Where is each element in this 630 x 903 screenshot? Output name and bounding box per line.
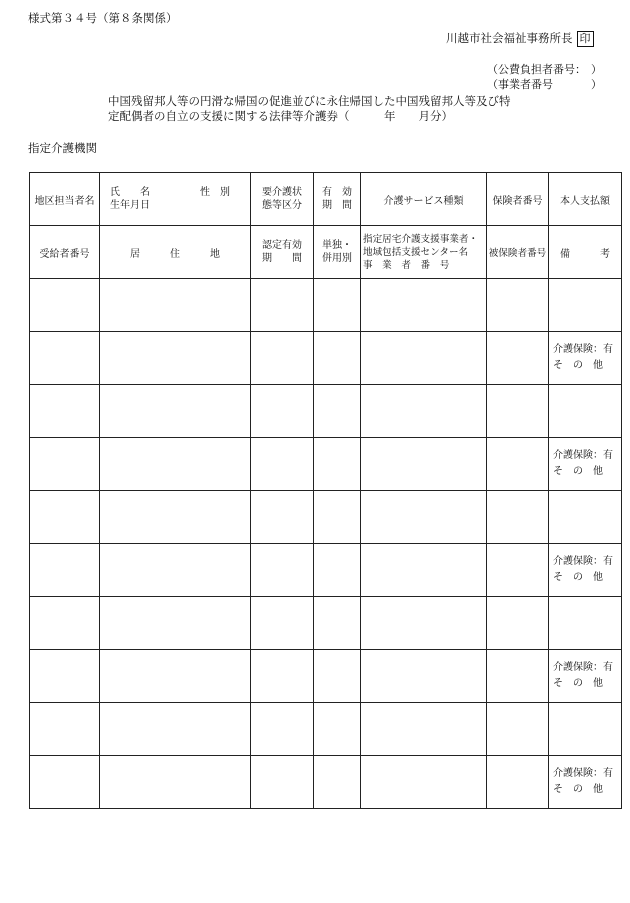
- remark-other-line: そ の 他: [553, 784, 603, 795]
- table-row: [30, 597, 622, 650]
- remark-other-line: そ の 他: [553, 678, 603, 689]
- remark-insurance-line: 介護保険：有: [553, 450, 613, 461]
- insured-number-header: 被保険者番号: [487, 226, 549, 279]
- data-cell[interactable]: [100, 385, 251, 438]
- data-cell[interactable]: [30, 385, 100, 438]
- data-cell[interactable]: [251, 279, 314, 332]
- data-cell[interactable]: [251, 703, 314, 756]
- address-header: 居 住 地: [100, 226, 251, 279]
- data-cell[interactable]: [314, 544, 361, 597]
- data-cell[interactable]: [100, 544, 251, 597]
- data-cell[interactable]: [361, 279, 487, 332]
- data-cell[interactable]: [487, 491, 549, 544]
- data-cell[interactable]: [30, 332, 100, 385]
- data-cell[interactable]: [30, 279, 100, 332]
- service-type-header: 介護サービス種類: [361, 173, 487, 226]
- certification-valid-header-line1: 認定有効: [262, 240, 302, 251]
- data-cell[interactable]: [549, 703, 622, 756]
- data-cell[interactable]: [314, 650, 361, 703]
- data-cell[interactable]: [314, 385, 361, 438]
- data-cell[interactable]: [100, 650, 251, 703]
- data-cell[interactable]: [487, 597, 549, 650]
- business-number-close: ）: [591, 78, 602, 91]
- certification-valid-header: [251, 226, 314, 279]
- data-cell[interactable]: [487, 279, 549, 332]
- data-cell[interactable]: [100, 491, 251, 544]
- birth-date-header: 生年月日: [110, 200, 150, 211]
- data-cell[interactable]: [361, 756, 487, 809]
- remark-other-line: そ の 他: [553, 466, 603, 477]
- data-cell[interactable]: [100, 279, 251, 332]
- self-payment-header: 本人支払額: [549, 173, 622, 226]
- remarks-cell[interactable]: [549, 650, 622, 703]
- data-cell[interactable]: [30, 756, 100, 809]
- remark-insurance-line: 介護保険：有: [553, 344, 613, 355]
- data-cell[interactable]: [251, 332, 314, 385]
- business-number-label: （事業者番号: [487, 78, 553, 91]
- header-row-2: [30, 226, 622, 279]
- recipient-number-header: 受給者番号: [30, 226, 100, 279]
- data-cell[interactable]: [549, 491, 622, 544]
- care-status-header-line1: 要介護状: [262, 187, 302, 198]
- care-status-header: [251, 173, 314, 226]
- care-voucher-table: [29, 172, 622, 809]
- remarks-cell[interactable]: [549, 756, 622, 809]
- data-cell[interactable]: [30, 438, 100, 491]
- remarks-header: 備 考: [549, 226, 622, 279]
- data-cell[interactable]: [314, 438, 361, 491]
- data-cell[interactable]: [251, 597, 314, 650]
- table-row: [30, 544, 622, 597]
- name-sex-birth-header: [100, 173, 251, 226]
- table-row: [30, 491, 622, 544]
- data-cell[interactable]: [361, 491, 487, 544]
- data-cell[interactable]: [487, 385, 549, 438]
- data-cell[interactable]: [361, 703, 487, 756]
- data-cell[interactable]: [251, 491, 314, 544]
- single-combined-header: [314, 226, 361, 279]
- table-row: [30, 703, 622, 756]
- data-cell[interactable]: [251, 756, 314, 809]
- seal-mark: 印: [577, 31, 594, 47]
- remarks-cell[interactable]: [549, 544, 622, 597]
- data-cell[interactable]: [361, 438, 487, 491]
- data-cell[interactable]: [314, 703, 361, 756]
- data-cell[interactable]: [549, 597, 622, 650]
- public-burden-number-label: （公費負担者番号：: [487, 63, 586, 76]
- data-cell[interactable]: [100, 756, 251, 809]
- remark-insurance-line: 介護保険：有: [553, 662, 613, 673]
- data-cell[interactable]: [361, 385, 487, 438]
- certification-valid-header-line2: 期 間: [262, 253, 302, 264]
- provider-header-line3: 事 業 者 番 号: [363, 259, 450, 271]
- form-number: 様式第３４号（第８条関係）: [28, 11, 178, 25]
- data-cell[interactable]: [251, 385, 314, 438]
- single-combined-header-line2: 併用別: [322, 253, 352, 264]
- issuer-name: 川越市社会福祉事務所長: [446, 31, 573, 45]
- data-cell[interactable]: [314, 756, 361, 809]
- data-cell[interactable]: [100, 597, 251, 650]
- document-title-line1: 中国残留邦人等の円滑な帰国の促進並びに永住帰国した中国残留邦人等及び特: [108, 94, 511, 108]
- data-cell[interactable]: [549, 279, 622, 332]
- data-cell[interactable]: [487, 650, 549, 703]
- record-rows: [30, 279, 622, 809]
- data-cell[interactable]: [361, 650, 487, 703]
- data-cell[interactable]: [100, 438, 251, 491]
- district-officer-header: 地区担当者名: [30, 173, 100, 226]
- issuer-block: [446, 30, 594, 47]
- data-cell[interactable]: [30, 491, 100, 544]
- document-title-line2: 定配偶者の自立の支援に関する法律等介護券（ 年 月分）: [108, 109, 453, 123]
- data-cell[interactable]: [314, 279, 361, 332]
- data-cell[interactable]: [487, 756, 549, 809]
- data-cell[interactable]: [361, 332, 487, 385]
- remarks-cell[interactable]: [549, 332, 622, 385]
- data-cell[interactable]: [487, 438, 549, 491]
- data-cell[interactable]: [251, 438, 314, 491]
- name-sex-header: 氏 名 性 別: [110, 187, 230, 198]
- data-cell[interactable]: [30, 650, 100, 703]
- remark-insurance-line: 介護保険：有: [553, 768, 613, 779]
- data-cell[interactable]: [487, 332, 549, 385]
- data-cell[interactable]: [314, 332, 361, 385]
- data-cell[interactable]: [251, 650, 314, 703]
- data-cell[interactable]: [251, 544, 314, 597]
- valid-period-header-line1: 有 効: [322, 187, 352, 198]
- table-row: [30, 650, 622, 703]
- table-row: [30, 279, 622, 332]
- data-cell[interactable]: [100, 332, 251, 385]
- remark-insurance-line: 介護保険：有: [553, 556, 613, 567]
- valid-period-header: [314, 173, 361, 226]
- data-cell[interactable]: [314, 597, 361, 650]
- remark-other-line: そ の 他: [553, 360, 603, 371]
- remark-other-line: そ の 他: [553, 572, 603, 583]
- data-cell[interactable]: [30, 544, 100, 597]
- agency-label: 指定介護機関: [28, 141, 97, 155]
- table-row: [30, 332, 622, 385]
- table-row: [30, 756, 622, 809]
- data-cell[interactable]: [487, 703, 549, 756]
- data-cell[interactable]: [30, 597, 100, 650]
- header-row-1: [30, 173, 622, 226]
- valid-period-header-line2: 期 間: [322, 200, 352, 211]
- data-cell[interactable]: [549, 385, 622, 438]
- provider-header-line2: 地域包括支援センター名: [363, 246, 469, 258]
- insurer-number-header: 保険者番号: [487, 173, 549, 226]
- care-status-header-line2: 態等区分: [262, 200, 302, 211]
- table-row: [30, 438, 622, 491]
- data-cell[interactable]: [100, 703, 251, 756]
- remarks-cell[interactable]: [549, 438, 622, 491]
- data-cell[interactable]: [314, 491, 361, 544]
- data-cell[interactable]: [361, 597, 487, 650]
- provider-header-line1: 指定居宅介護支援事業者・: [363, 233, 479, 245]
- data-cell[interactable]: [361, 544, 487, 597]
- data-cell[interactable]: [30, 703, 100, 756]
- single-combined-header-line1: 単独・: [322, 240, 352, 251]
- public-burden-number-close: ）: [591, 63, 602, 76]
- table-row: [30, 385, 622, 438]
- provider-header: [361, 226, 487, 279]
- data-cell[interactable]: [487, 544, 549, 597]
